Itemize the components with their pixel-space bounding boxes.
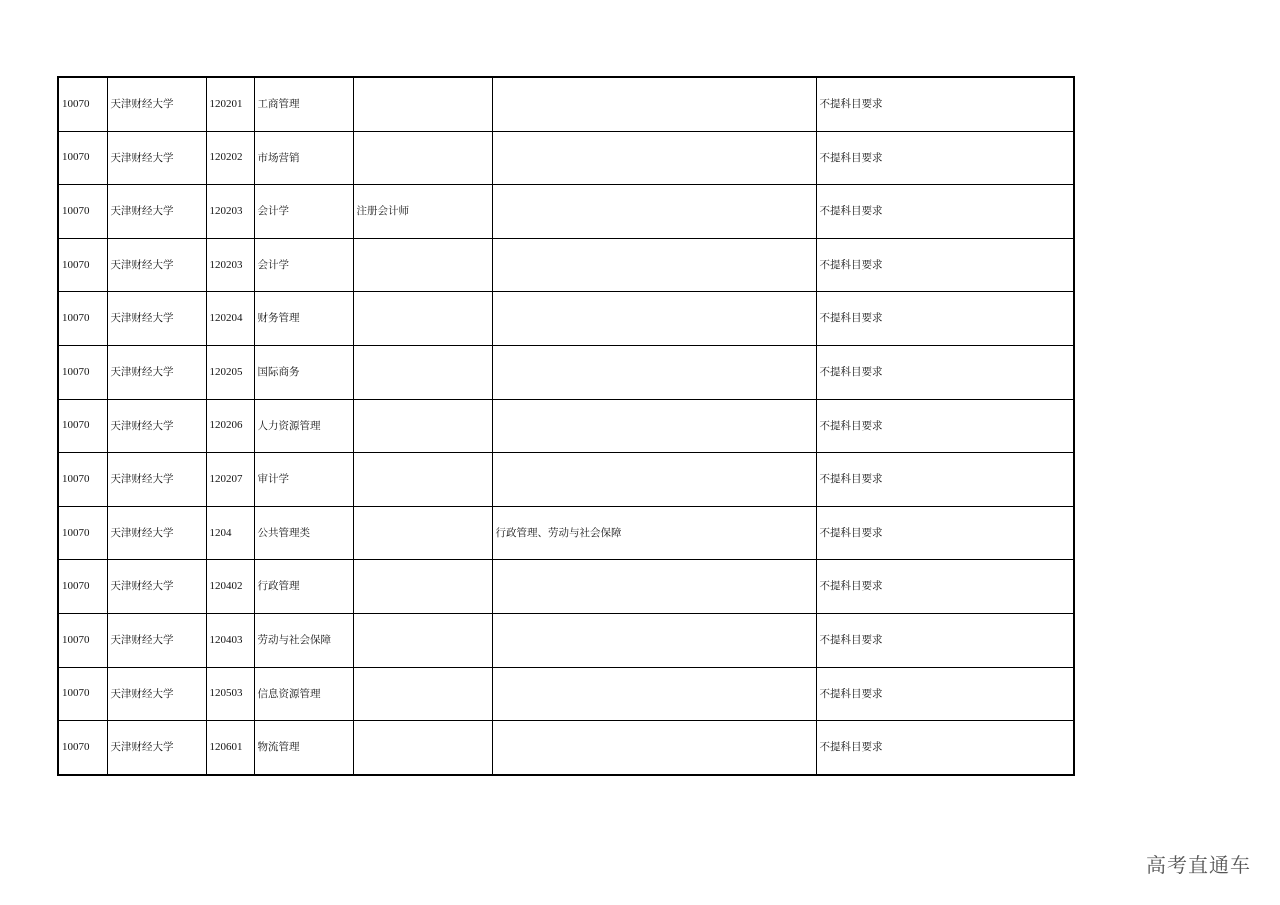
major-note-cell	[353, 77, 492, 131]
subject-requirement-cell: 不提科目要求	[816, 77, 1074, 131]
major-name-cell: 会计学	[254, 185, 353, 239]
institution-code-cell: 10070	[58, 238, 107, 292]
major-code-cell: 120204	[206, 292, 254, 346]
major-note-cell	[353, 613, 492, 667]
major-note-cell	[353, 453, 492, 507]
major-note-cell	[353, 506, 492, 560]
institution-code-cell: 10070	[58, 345, 107, 399]
major-code-cell: 120403	[206, 613, 254, 667]
table-row	[58, 613, 1074, 667]
major-code-cell: 120202	[206, 131, 254, 185]
institution-code-cell: 10070	[58, 506, 107, 560]
major-note-cell	[353, 238, 492, 292]
major-note-cell	[353, 560, 492, 614]
major-name-cell: 信息资源管理	[254, 667, 353, 721]
institution-code-cell: 10070	[58, 185, 107, 239]
institution-code-cell: 10070	[58, 667, 107, 721]
included-majors-cell	[492, 721, 816, 775]
table-row	[58, 453, 1074, 507]
major-name-cell: 劳动与社会保障	[254, 613, 353, 667]
table-row	[58, 399, 1074, 453]
included-majors-cell	[492, 399, 816, 453]
major-code-cell: 120207	[206, 453, 254, 507]
included-majors-cell: 行政管理、劳动与社会保障	[492, 506, 816, 560]
included-majors-cell	[492, 185, 816, 239]
institution-code-cell: 10070	[58, 77, 107, 131]
table-row	[58, 185, 1074, 239]
institution-code-cell: 10070	[58, 560, 107, 614]
requirements-table	[57, 76, 1075, 776]
table-row	[58, 560, 1074, 614]
table-row	[58, 667, 1074, 721]
table-row	[58, 345, 1074, 399]
institution-name-cell: 天津财经大学	[107, 77, 206, 131]
major-name-cell: 审计学	[254, 453, 353, 507]
subject-requirement-cell: 不提科目要求	[816, 667, 1074, 721]
included-majors-cell	[492, 238, 816, 292]
subject-requirement-cell: 不提科目要求	[816, 345, 1074, 399]
major-name-cell: 会计学	[254, 238, 353, 292]
major-note-cell	[353, 399, 492, 453]
subject-requirement-cell: 不提科目要求	[816, 721, 1074, 775]
institution-code-cell: 10070	[58, 131, 107, 185]
institution-name-cell: 天津财经大学	[107, 185, 206, 239]
major-code-cell: 120601	[206, 721, 254, 775]
table-row	[58, 77, 1074, 131]
major-code-cell: 120203	[206, 238, 254, 292]
table-row	[58, 292, 1074, 346]
major-note-cell	[353, 667, 492, 721]
major-name-cell: 行政管理	[254, 560, 353, 614]
major-name-cell: 国际商务	[254, 345, 353, 399]
institution-code-cell: 10070	[58, 613, 107, 667]
major-name-cell: 人力资源管理	[254, 399, 353, 453]
included-majors-cell	[492, 77, 816, 131]
table-body	[58, 77, 1074, 775]
institution-name-cell: 天津财经大学	[107, 613, 206, 667]
major-name-cell: 公共管理类	[254, 506, 353, 560]
table-row	[58, 721, 1074, 775]
institution-code-cell: 10070	[58, 292, 107, 346]
major-code-cell: 120201	[206, 77, 254, 131]
institution-name-cell: 天津财经大学	[107, 506, 206, 560]
subject-requirement-cell: 不提科目要求	[816, 506, 1074, 560]
major-note-cell	[353, 131, 492, 185]
included-majors-cell	[492, 292, 816, 346]
institution-name-cell: 天津财经大学	[107, 238, 206, 292]
subject-requirement-cell: 不提科目要求	[816, 613, 1074, 667]
watermark-text: 高考直通车	[1146, 853, 1251, 877]
included-majors-cell	[492, 131, 816, 185]
included-majors-cell	[492, 560, 816, 614]
included-majors-cell	[492, 667, 816, 721]
major-name-cell: 工商管理	[254, 77, 353, 131]
subject-requirement-cell: 不提科目要求	[816, 560, 1074, 614]
institution-code-cell: 10070	[58, 453, 107, 507]
major-note-cell	[353, 292, 492, 346]
major-name-cell: 财务管理	[254, 292, 353, 346]
major-note-cell	[353, 345, 492, 399]
subject-requirement-cell: 不提科目要求	[816, 238, 1074, 292]
subject-requirement-cell: 不提科目要求	[816, 185, 1074, 239]
included-majors-cell	[492, 345, 816, 399]
major-code-cell: 120206	[206, 399, 254, 453]
included-majors-cell	[492, 453, 816, 507]
major-code-cell: 120203	[206, 185, 254, 239]
subject-requirement-cell: 不提科目要求	[816, 399, 1074, 453]
subject-requirement-cell: 不提科目要求	[816, 453, 1074, 507]
included-majors-cell	[492, 613, 816, 667]
major-code-cell: 120205	[206, 345, 254, 399]
major-code-cell: 1204	[206, 506, 254, 560]
institution-name-cell: 天津财经大学	[107, 131, 206, 185]
institution-name-cell: 天津财经大学	[107, 453, 206, 507]
institution-name-cell: 天津财经大学	[107, 560, 206, 614]
subject-requirement-cell: 不提科目要求	[816, 292, 1074, 346]
table-row	[58, 506, 1074, 560]
table-row	[58, 131, 1074, 185]
subject-requirement-cell: 不提科目要求	[816, 131, 1074, 185]
institution-name-cell: 天津财经大学	[107, 345, 206, 399]
major-name-cell: 物流管理	[254, 721, 353, 775]
institution-name-cell: 天津财经大学	[107, 721, 206, 775]
major-code-cell: 120402	[206, 560, 254, 614]
institution-code-cell: 10070	[58, 399, 107, 453]
table-row	[58, 238, 1074, 292]
major-name-cell: 市场营销	[254, 131, 353, 185]
major-note-cell: 注册会计师	[353, 185, 492, 239]
institution-name-cell: 天津财经大学	[107, 292, 206, 346]
major-note-cell	[353, 721, 492, 775]
institution-code-cell: 10070	[58, 721, 107, 775]
institution-name-cell: 天津财经大学	[107, 399, 206, 453]
major-code-cell: 120503	[206, 667, 254, 721]
institution-name-cell: 天津财经大学	[107, 667, 206, 721]
